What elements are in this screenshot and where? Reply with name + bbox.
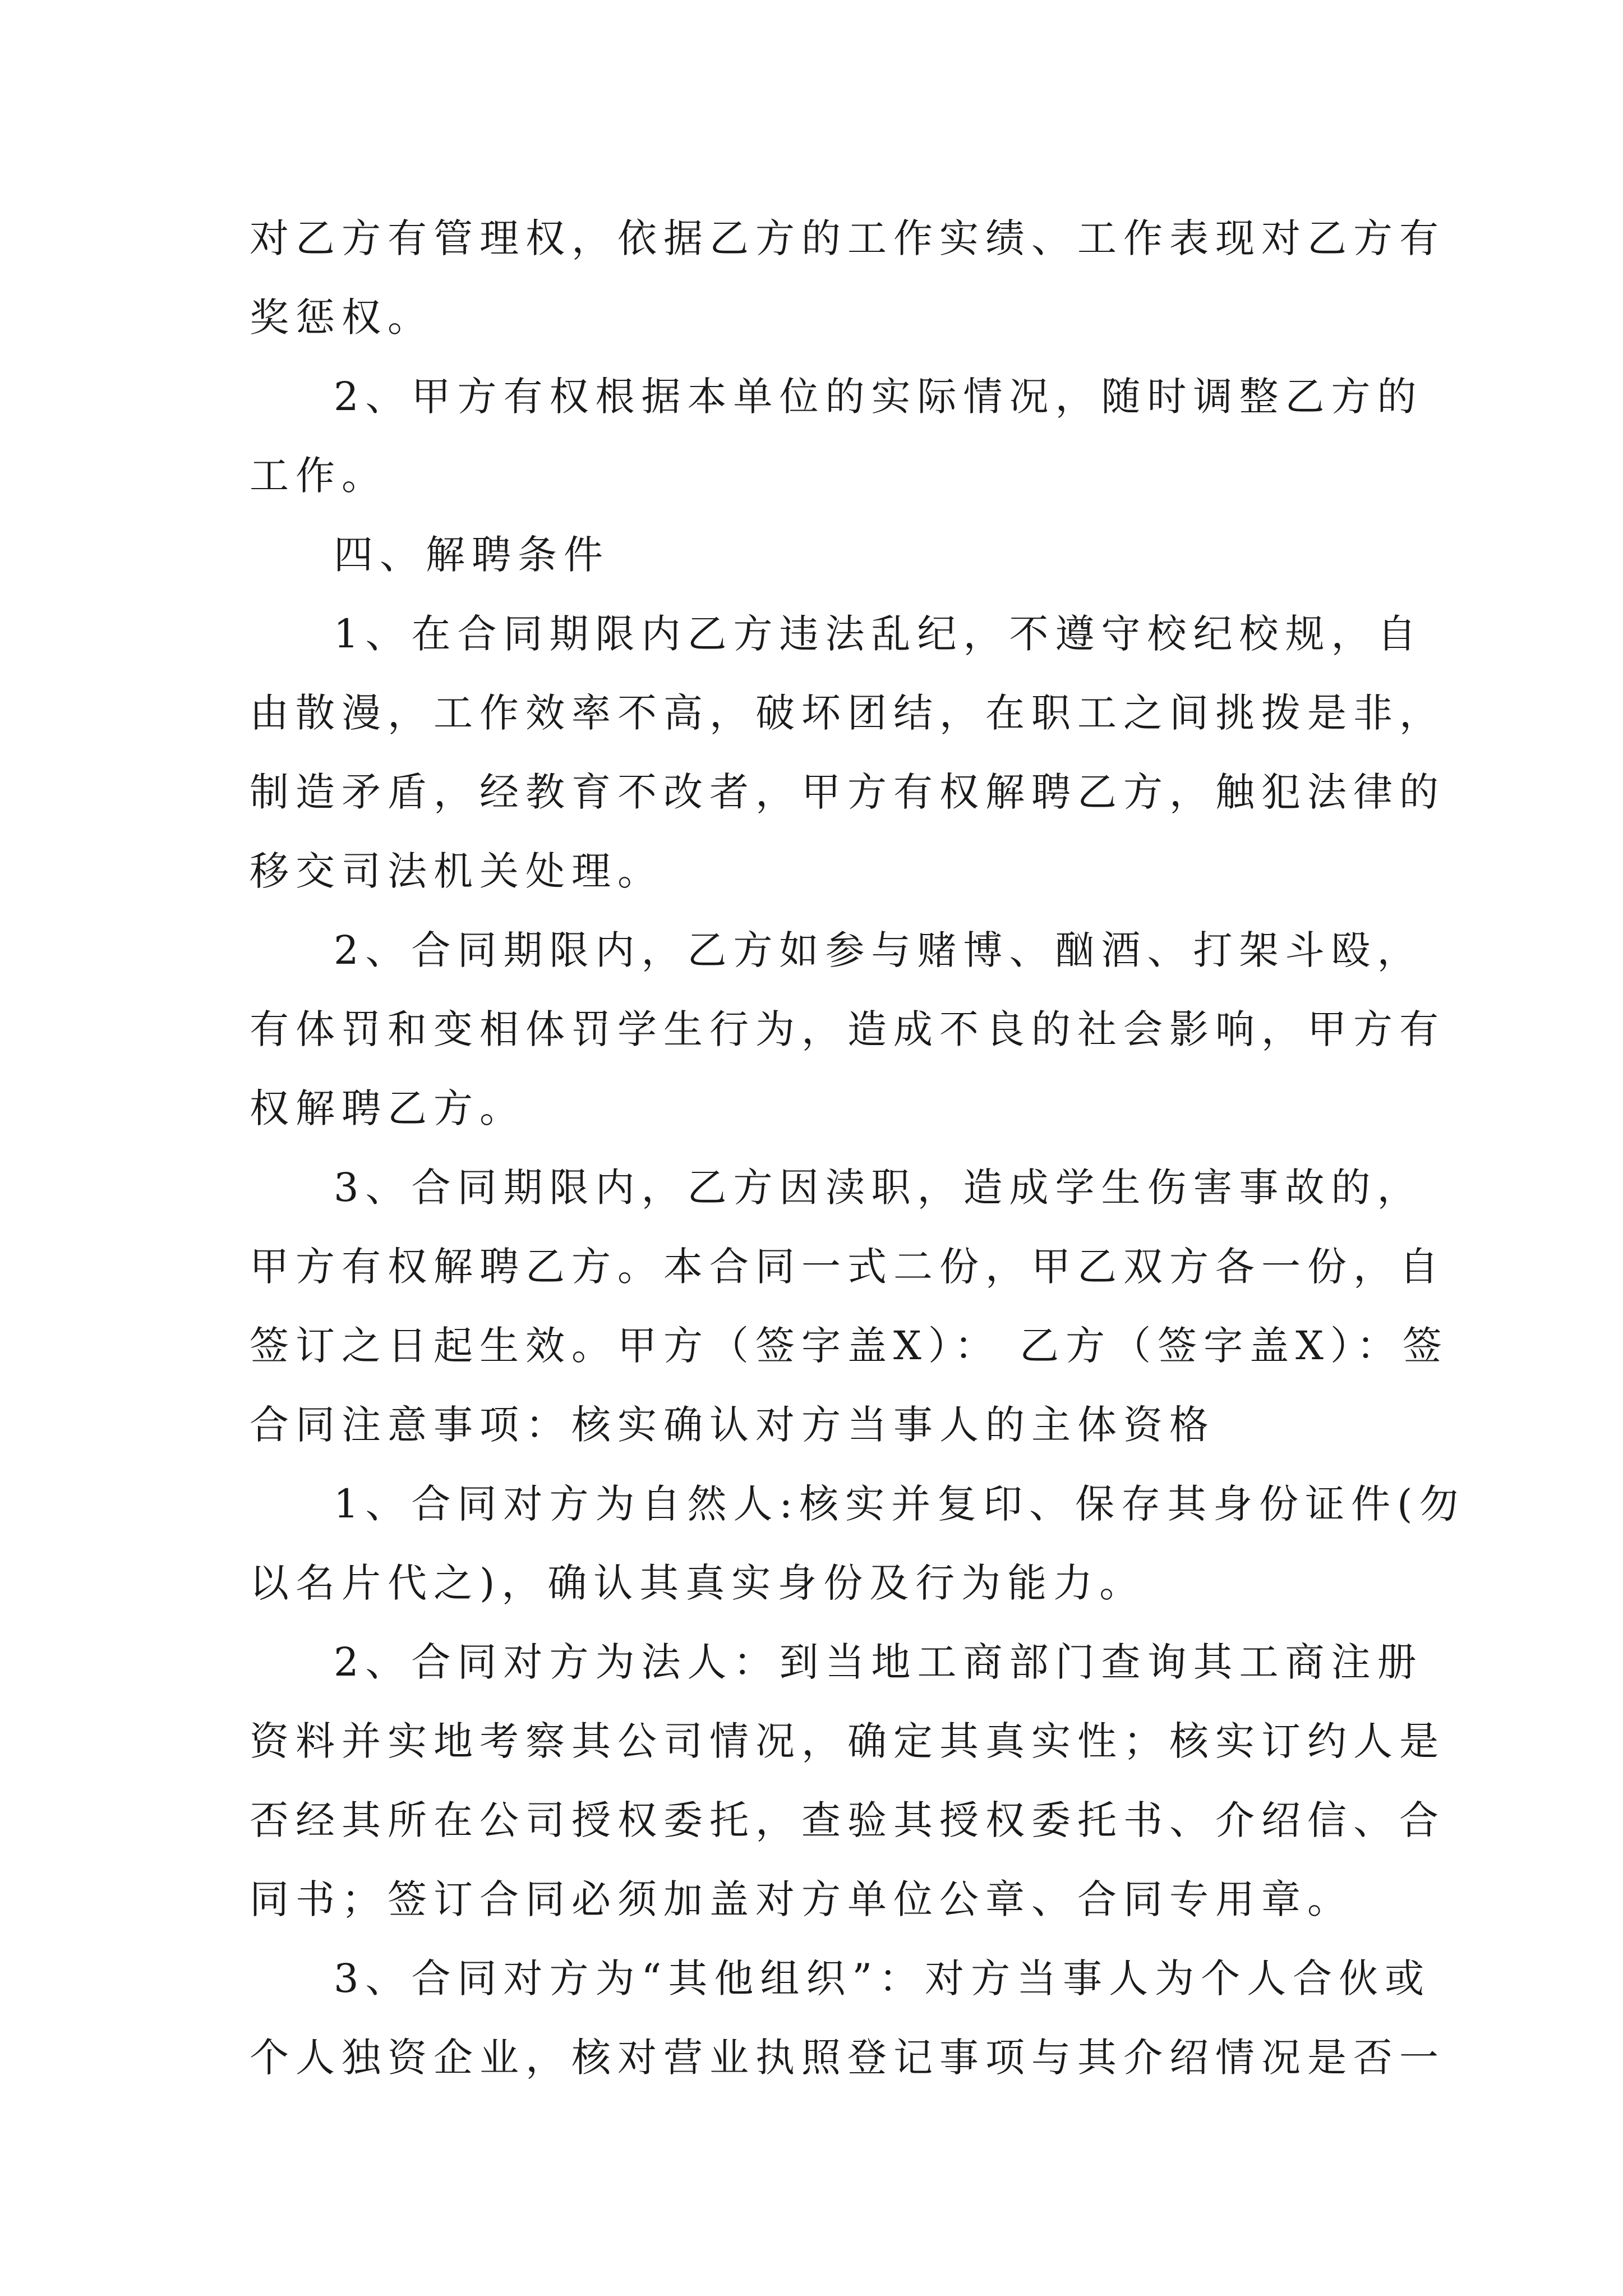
text-line: 个人独资企业，核对营业执照登记事项与其介绍情况是否一 [250,2035,1445,2081]
text-line: 对乙方有管理权，依据乙方的工作实绩、工作表现对乙方有 [250,215,1445,261]
text-line: 1、在合同期限内乙方违法乱纪，不遵守校纪校规，自 [334,611,1423,657]
text-line: 制造矛盾，经教育不改者，甲方有权解聘乙方，触犯法律的 [250,769,1445,815]
paragraph [250,516,1388,595]
text-line: 资料并实地考察其公司情况，确定其真实性；核实订约人是 [250,1718,1445,1764]
text-line: 有体罚和变相体罚学生行为，造成不良的社会影响，甲方有 [250,1006,1445,1052]
text-line: 1、合同对方为自然人:核实并复印、保存其身份证件(勿 [334,1481,1465,1527]
paragraph [250,357,1423,516]
text-line: 由散漫，工作效率不高，破坏团结，在职工之间挑拨是非， [250,690,1445,736]
paragraph [250,595,1445,911]
paragraph [250,1465,1465,1623]
text-line: 签订之日起生效。甲方（签字盖X）： 乙方（签字盖X）：签 [250,1323,1449,1369]
text-line: 甲方有权解聘乙方。本合同一式二份，甲乙双方各一份，自 [250,1244,1445,1290]
text-line: 同书；签订合同必须加盖对方单位公章、合同专用章。 [250,1876,1353,1922]
text-line: 3、合同对方为“其他组织”：对方当事人为个人合伙或 [334,1955,1431,2001]
text-line: 2、合同对方为法人：到当地工商部门查询其工商注册 [334,1639,1423,1685]
text-line: 2、甲方有权根据本单位的实际情况，随时调整乙方的 [334,374,1423,420]
text-line: 移交司法机关处理。 [250,848,663,894]
document-body [250,199,1465,2097]
paragraph [250,1148,1449,1465]
text-line: 工作。 [250,453,388,499]
paragraph [250,199,1445,357]
paragraph [250,1939,1445,2097]
text-line: 四、解聘条件 [334,532,610,578]
text-line: 2、合同期限内，乙方如参与赌博、酗酒、打架斗殴， [334,927,1423,973]
text-line: 否经其所在公司授权委托，查验其授权委托书、介绍信、合 [250,1797,1445,1843]
text-line: 奖惩权。 [250,295,434,341]
paragraph [250,911,1445,1148]
text-line: 3、合同期限内，乙方因渎职，造成学生伤害事故的， [334,1165,1423,1211]
text-line: 合同注意事项：核实确认对方当事人的主体资格 [250,1402,1215,1448]
text-line: 权解聘乙方。 [250,1085,525,1131]
text-line: 以名片代之)，确认其真实身份及行为能力。 [250,1560,1146,1606]
paragraph [250,1623,1445,1939]
